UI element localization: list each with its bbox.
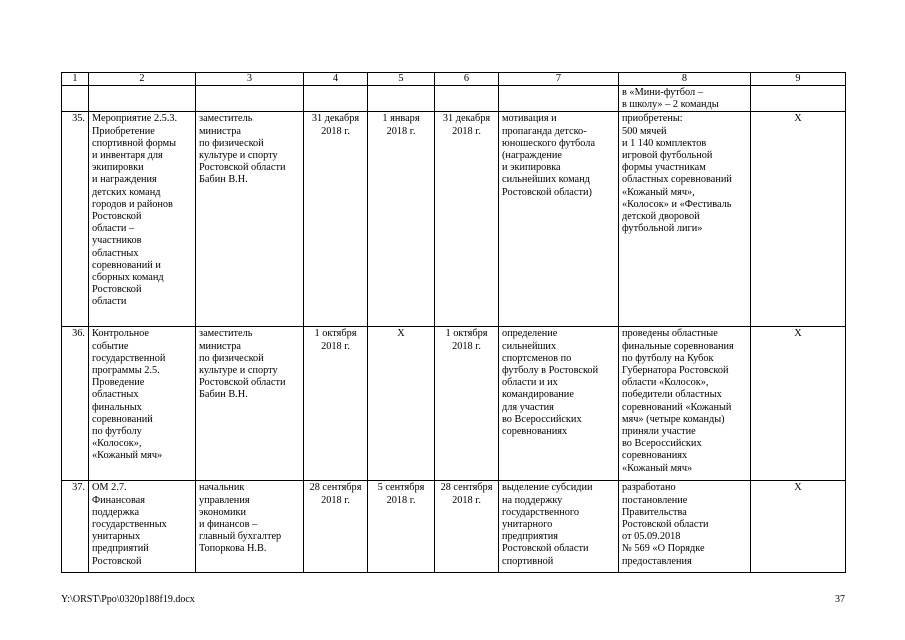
file-path: Y:\ORST\Ppo\0320p188f19.docx	[61, 594, 195, 605]
expected-result-cell: мотивация и пропаганда детско- юношеского футбола (награждение и экипировка сильнейших команд Ростовской области)	[499, 112, 619, 327]
header-cell: 7	[499, 73, 619, 86]
header-cell: 3	[196, 73, 304, 86]
date-plan-cell: 31 декабря 2018 г.	[304, 112, 368, 327]
col9-cell: Х	[751, 112, 846, 327]
event-cell: ОМ 2.7. Финансовая поддержка государственных унитарных предприятий Ростовской	[89, 481, 196, 573]
date-fact-cell: Х	[368, 327, 435, 481]
achieved-result-cell: приобретены: 500 мячей и 1 140 комплектов игровой футбольной формы участникам областных соревнований «Кожаный мяч», «Колосок» и «Фестиваль детской дворовой футбольной лиги»	[619, 112, 751, 327]
achieved-result-cell: разработано постановление Правительства Ростовской области от 05.09.2018 № 569 «О Порядке предоставления	[619, 481, 751, 573]
responsible-cell: заместитель министра по физической культуре и спорту Ростовской области Бабин В.Н.	[196, 112, 304, 327]
table-row	[62, 112, 846, 327]
table-row	[62, 481, 846, 573]
header-cell: 9	[751, 73, 846, 86]
header-cell: 5	[368, 73, 435, 86]
responsible-cell: начальник управления экономики и финансов – главный бухгалтер Топоркова Н.В.	[196, 481, 304, 573]
row-number: 37.	[62, 481, 89, 573]
event-cell: Контрольное событие государственной программы 2.5. Проведение областных финальных соревнований по футболу «Колосок», «Кожаный мяч»	[89, 327, 196, 481]
table-cell	[196, 86, 304, 112]
header-cell: 4	[304, 73, 368, 86]
table-cell	[89, 86, 196, 112]
date-end-cell: 31 декабря 2018 г.	[435, 112, 499, 327]
table-cell	[304, 86, 368, 112]
achieved-result-cell: проведены областные финальные соревнования по футболу на Кубок Губернатора Ростовской области «Колосок», победители областных соревнований «Кожаный мяч» (четыре команды) приняли участие во Всероссийских соревнованиях «Кожаный мяч»	[619, 327, 751, 481]
events-table	[61, 72, 846, 573]
table-cell	[435, 86, 499, 112]
header-cell: 8	[619, 73, 751, 86]
header-cell: 1	[62, 73, 89, 86]
header-cell: 6	[435, 73, 499, 86]
table-cell	[368, 86, 435, 112]
page-number: 37	[835, 594, 845, 605]
date-fact-cell: 1 января 2018 г.	[368, 112, 435, 327]
column-number-row	[62, 73, 846, 86]
event-cell: Мероприятие 2.5.3. Приобретение спортивной формы и инвентаря для экипировки и награждения детских команд городов и районов Ростовской области – участников областных соревнований и сборных команд Ростовской области	[89, 112, 196, 327]
expected-result-cell: выделение субсидии на поддержку государственного унитарного предприятия Ростовской области спортивной	[499, 481, 619, 573]
table-row-continued	[62, 86, 846, 112]
table-row	[62, 327, 846, 481]
row-number: 35.	[62, 112, 89, 327]
row-number: 36.	[62, 327, 89, 481]
date-plan-cell: 1 октября 2018 г.	[304, 327, 368, 481]
col9-cell: Х	[751, 327, 846, 481]
date-end-cell: 1 октября 2018 г.	[435, 327, 499, 481]
date-plan-cell: 28 сентября 2018 г.	[304, 481, 368, 573]
col9-cell: Х	[751, 481, 846, 573]
achieved-cell: в «Мини-футбол – в школу» – 2 команды	[619, 86, 751, 112]
table-cell	[499, 86, 619, 112]
date-fact-cell: 5 сентября 2018 г.	[368, 481, 435, 573]
responsible-cell: заместитель министра по физической культуре и спорту Ростовской области Бабин В.Н.	[196, 327, 304, 481]
table-cell	[62, 86, 89, 112]
table-cell	[751, 86, 846, 112]
date-end-cell: 28 сентября 2018 г.	[435, 481, 499, 573]
header-cell: 2	[89, 73, 196, 86]
expected-result-cell: определение сильнейших спортсменов по футболу в Ростовской области и их командирование для участия во Всероссийских соревнованиях	[499, 327, 619, 481]
